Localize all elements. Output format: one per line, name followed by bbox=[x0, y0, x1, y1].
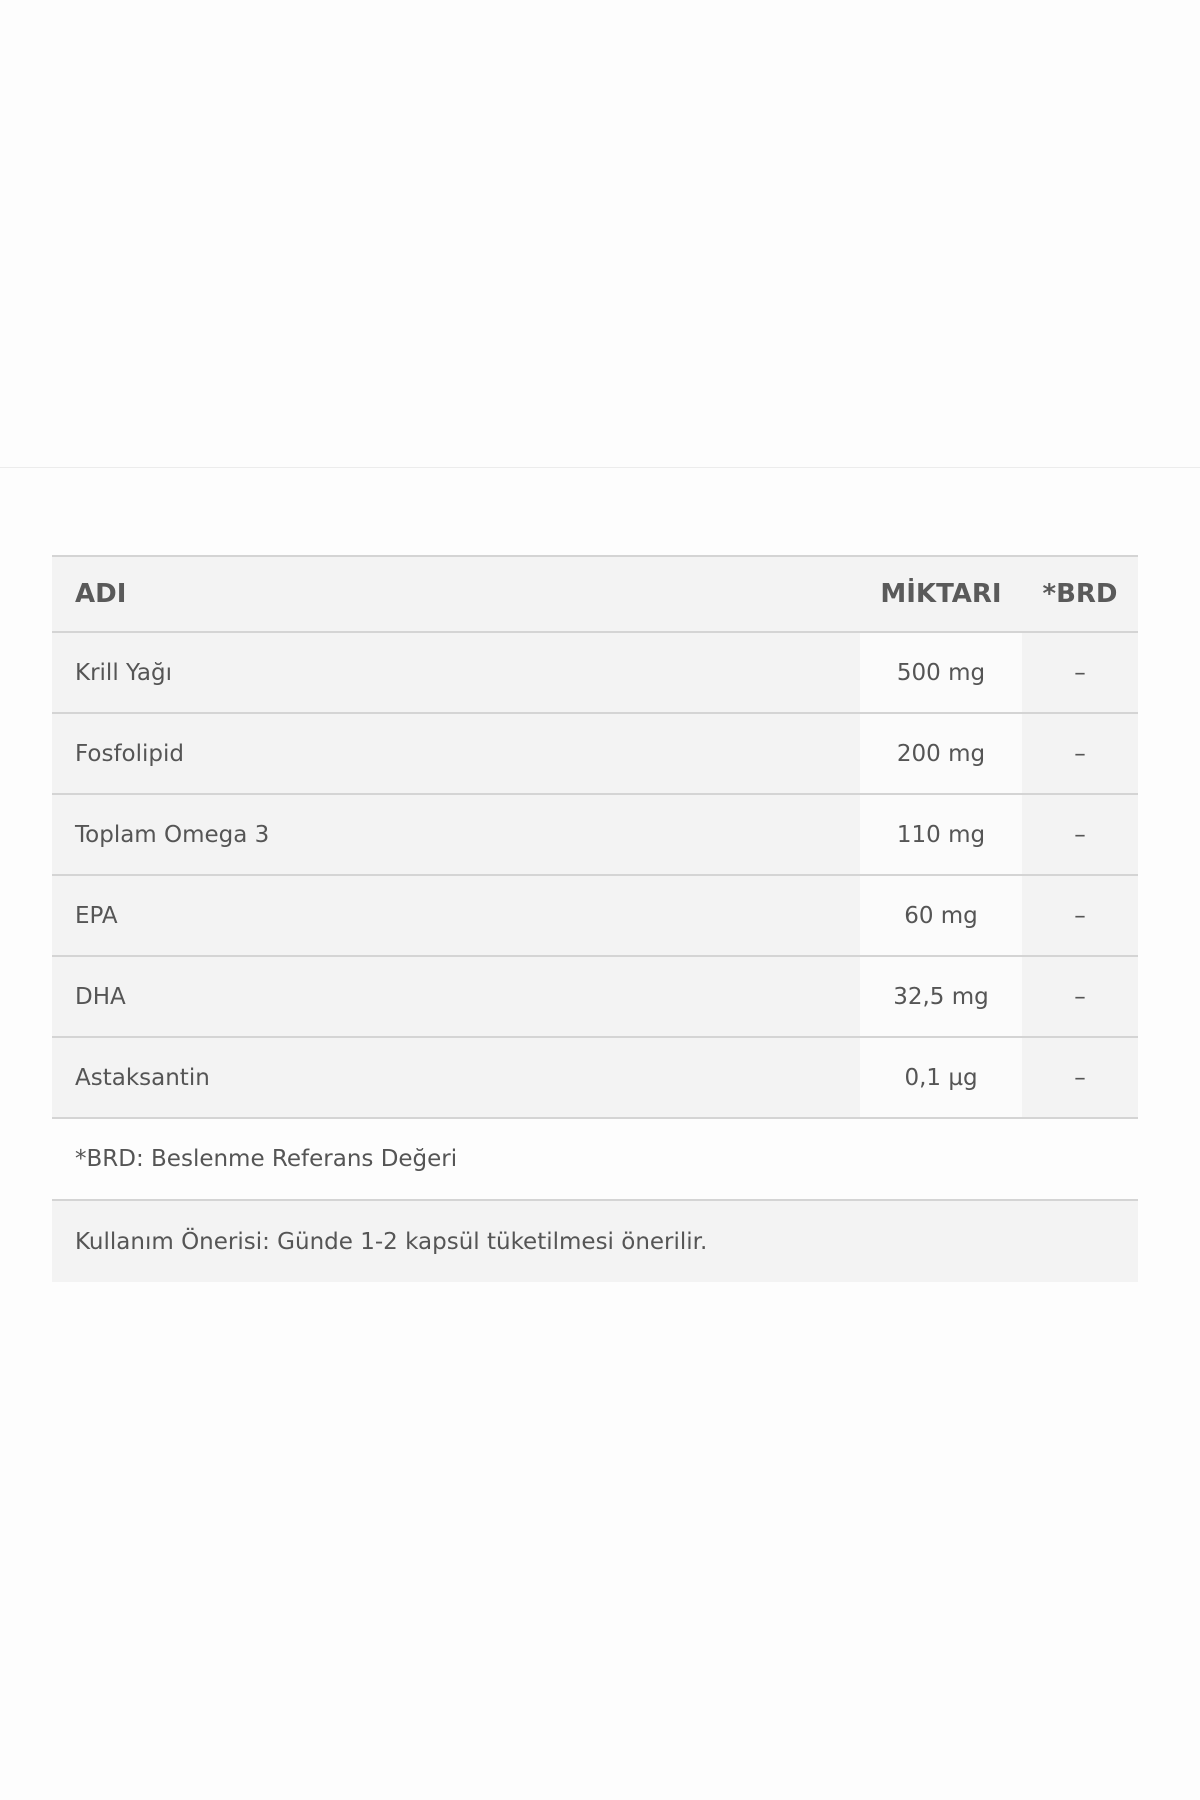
table-row bbox=[52, 633, 1138, 714]
row-amount: 500 mg bbox=[860, 633, 1022, 712]
table-header-row bbox=[52, 557, 1138, 633]
table-row bbox=[52, 876, 1138, 957]
usage-recommendation: Kullanım Önerisi: Günde 1-2 kapsül tüketilmesi önerilir. bbox=[52, 1201, 1138, 1282]
row-amount: 110 mg bbox=[860, 795, 1022, 874]
row-brd: – bbox=[1022, 714, 1138, 793]
row-brd: – bbox=[1022, 876, 1138, 955]
table-row bbox=[52, 957, 1138, 1038]
row-amount: 32,5 mg bbox=[860, 957, 1022, 1036]
row-amount: 60 mg bbox=[860, 876, 1022, 955]
row-name: DHA bbox=[52, 957, 860, 1036]
row-brd: – bbox=[1022, 633, 1138, 712]
nutrition-table bbox=[52, 555, 1138, 1282]
row-name: Astaksantin bbox=[52, 1038, 860, 1117]
row-name: Krill Yağı bbox=[52, 633, 860, 712]
brd-footnote: *BRD: Beslenme Referans Değeri bbox=[52, 1119, 1138, 1201]
row-name: Toplam Omega 3 bbox=[52, 795, 860, 874]
row-amount: 200 mg bbox=[860, 714, 1022, 793]
row-brd: – bbox=[1022, 795, 1138, 874]
row-name: Fosfolipid bbox=[52, 714, 860, 793]
header-brd: *BRD bbox=[1022, 557, 1138, 631]
row-name: EPA bbox=[52, 876, 860, 955]
table-row bbox=[52, 1038, 1138, 1119]
table-row bbox=[52, 714, 1138, 795]
row-brd: – bbox=[1022, 1038, 1138, 1117]
row-brd: – bbox=[1022, 957, 1138, 1036]
row-amount: 0,1 µg bbox=[860, 1038, 1022, 1117]
section-divider bbox=[0, 467, 1200, 468]
header-name: ADI bbox=[52, 557, 860, 631]
table-row bbox=[52, 795, 1138, 876]
header-amount: MİKTARI bbox=[860, 557, 1022, 631]
